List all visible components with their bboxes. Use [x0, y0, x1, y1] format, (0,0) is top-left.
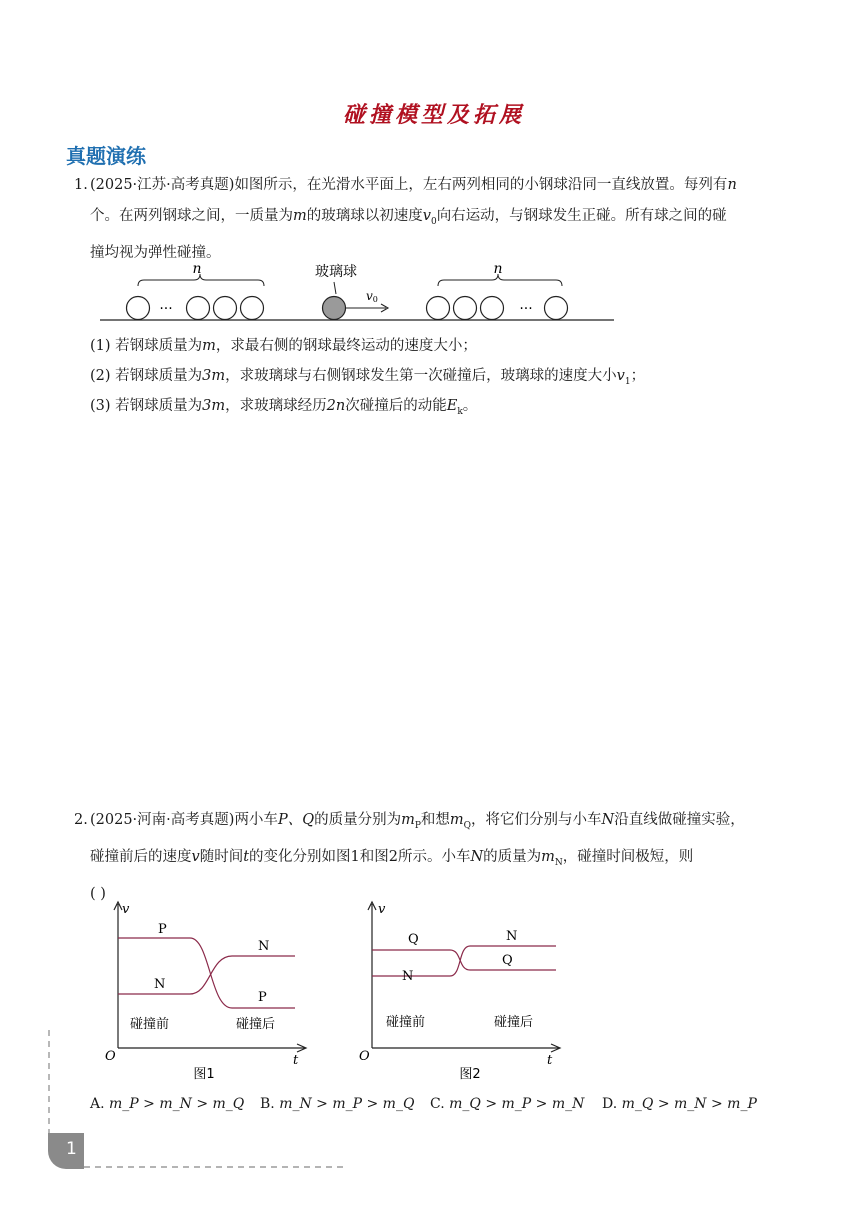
option-text: m_N > m_P > m_Q [279, 1096, 415, 1112]
q1-sub-text: ，求最右侧的钢球最终运动的速度大小； [215, 338, 477, 354]
q2-text: ，将它们分别与小车 [471, 812, 602, 828]
sub-P: P [414, 820, 421, 831]
q1-sub-2 [90, 362, 645, 396]
sub-N: N [554, 857, 563, 868]
t-axis-label: t [547, 1053, 553, 1068]
glass-ball-label: 玻璃球 [315, 264, 357, 280]
steel-ball [545, 297, 568, 320]
page-number-badge [48, 1133, 84, 1169]
var-mN: m [541, 848, 555, 865]
q2-text: 两小车 [234, 812, 278, 828]
var-2n: 2n [326, 398, 346, 414]
origin-label: O [105, 1049, 116, 1064]
option-text: m_Q > m_P > m_N [449, 1096, 585, 1112]
q1-text: 撞均视为弹性碰撞。 [90, 244, 221, 261]
var-mP: m [401, 812, 415, 828]
var-m: m [202, 338, 216, 354]
question-number: 1. [74, 177, 88, 193]
before-label: 碰撞前 [130, 1017, 170, 1032]
steel-ball [454, 297, 477, 320]
q2-text: 的质量分别为 [314, 812, 402, 828]
q2-text: 沿直线做碰撞实验， [614, 812, 745, 828]
var-mQ: m [449, 812, 464, 828]
answer-bracket: ( ) [90, 885, 106, 902]
origin-label: O [359, 1049, 370, 1064]
q1-sub-text: (3) 若钢球质量为 [90, 398, 203, 414]
ellipsis-right: ··· [519, 301, 533, 317]
label-upper-after: N [258, 939, 270, 954]
label-lower-before: N [402, 969, 414, 984]
label-lower-before: N [154, 977, 166, 992]
var-t: t [243, 848, 250, 865]
q2-text: 的变化分别如图1和图2所示。小车 [249, 848, 471, 865]
option-letter: C. [430, 1096, 445, 1112]
label-upper-after: N [506, 929, 518, 944]
v-axis-label: v [122, 902, 130, 917]
var-v0: v [422, 208, 431, 224]
var-PQ: P、Q [277, 812, 315, 828]
figure-caption: 图1 [193, 1067, 215, 1082]
q2-text: ，碰撞时间极短，则 [562, 848, 694, 865]
page-number: 1 [66, 1139, 77, 1159]
label-upper-before: P [158, 922, 167, 937]
curve-Q [372, 950, 556, 970]
q1-sub-text: ，求玻璃球与右侧钢球发生第一次碰撞后，玻璃球的速度大小 [225, 368, 617, 384]
steel-ball [481, 297, 504, 320]
q2-text: 随时间 [199, 848, 244, 865]
page-title: 碰撞模型及拓展 [342, 102, 525, 128]
question-2 [74, 805, 810, 910]
question-1 [74, 170, 810, 269]
question-number: 2. [74, 812, 88, 828]
q1-text: 的玻璃球以初速度 [306, 208, 423, 224]
ellipsis-left: ··· [159, 301, 173, 317]
right-n-label: n [493, 261, 503, 277]
option-letter: D. [602, 1096, 618, 1112]
sub-Q: Q [463, 820, 472, 831]
sub-k: k [457, 406, 463, 417]
option-c[interactable] [430, 1096, 584, 1112]
q1-text: 向右运动，与钢球发生正碰。所有球之间的碰 [436, 208, 727, 224]
option-letter: A. [90, 1096, 105, 1112]
question-source: (2025·河南·高考真题) [90, 812, 235, 828]
before-label: 碰撞前 [386, 1015, 426, 1030]
left-n-label: n [192, 261, 202, 277]
var-Ek: E [446, 398, 458, 414]
option-text: m_Q > m_N > m_P [621, 1096, 757, 1112]
var-N: N [470, 848, 484, 865]
var-v1: v [616, 368, 625, 384]
question-source: (2025·江苏·高考真题) [90, 177, 235, 193]
label-lower-after: Q [502, 953, 513, 968]
label-upper-before: Q [408, 932, 419, 947]
var-3m: 3m [202, 368, 226, 384]
q1-sub-text: (1) 若钢球质量为 [90, 338, 203, 354]
q2-text: 和想 [420, 812, 450, 828]
after-label: 碰撞后 [236, 1017, 276, 1032]
v-axis-label: v [378, 902, 386, 917]
steel-ball [187, 297, 210, 320]
steel-ball [127, 297, 150, 320]
q1-sub-3 [90, 392, 477, 426]
var-v: v [191, 848, 200, 865]
figure-caption: 图2 [459, 1067, 481, 1082]
page-corner-decoration [40, 1030, 360, 1180]
option-letter: B. [260, 1096, 275, 1112]
q2-text: 碰撞前后的速度 [90, 848, 192, 865]
steel-ball [427, 297, 450, 320]
steel-ball [214, 297, 237, 320]
q1-sub-text: ，求玻璃球经历 [225, 398, 327, 414]
label-lower-after: P [258, 990, 267, 1005]
q2-text: 的质量为 [483, 848, 542, 865]
var-3m: 3m [202, 398, 226, 414]
q1-text: 如图所示，在光滑水平面上，左右两列相同的小钢球沿同一直线放置。每列有 [234, 177, 728, 193]
sub-0: 0 [430, 216, 437, 227]
q1-sub-text: 。 [462, 398, 478, 414]
q1-sub-text: 次碰撞后的动能 [345, 398, 447, 414]
v0-label: v0 [366, 289, 378, 304]
q1-sub-text: (2) 若钢球质量为 [90, 368, 203, 384]
t-axis-label: t [293, 1053, 299, 1068]
q1-sub-1 [90, 332, 477, 360]
steel-ball [241, 297, 264, 320]
option-d[interactable] [602, 1096, 757, 1112]
var-n: n [727, 177, 737, 193]
option-text: m_P > m_N > m_Q [109, 1096, 245, 1112]
glass-ball [323, 297, 346, 320]
sub-1: 1 [624, 376, 631, 387]
velocity-time-graph-2 [354, 898, 574, 1088]
after-label: 碰撞后 [494, 1015, 534, 1030]
label-pointer [334, 282, 336, 294]
balls-diagram [100, 258, 620, 328]
section-heading: 真题演练 [66, 144, 146, 168]
q1-sub-text: ； [630, 368, 646, 384]
var-N: N [601, 812, 615, 828]
q1-text: 个。在两列钢球之间，一质量为 [90, 208, 293, 224]
var-m: m [293, 208, 307, 224]
